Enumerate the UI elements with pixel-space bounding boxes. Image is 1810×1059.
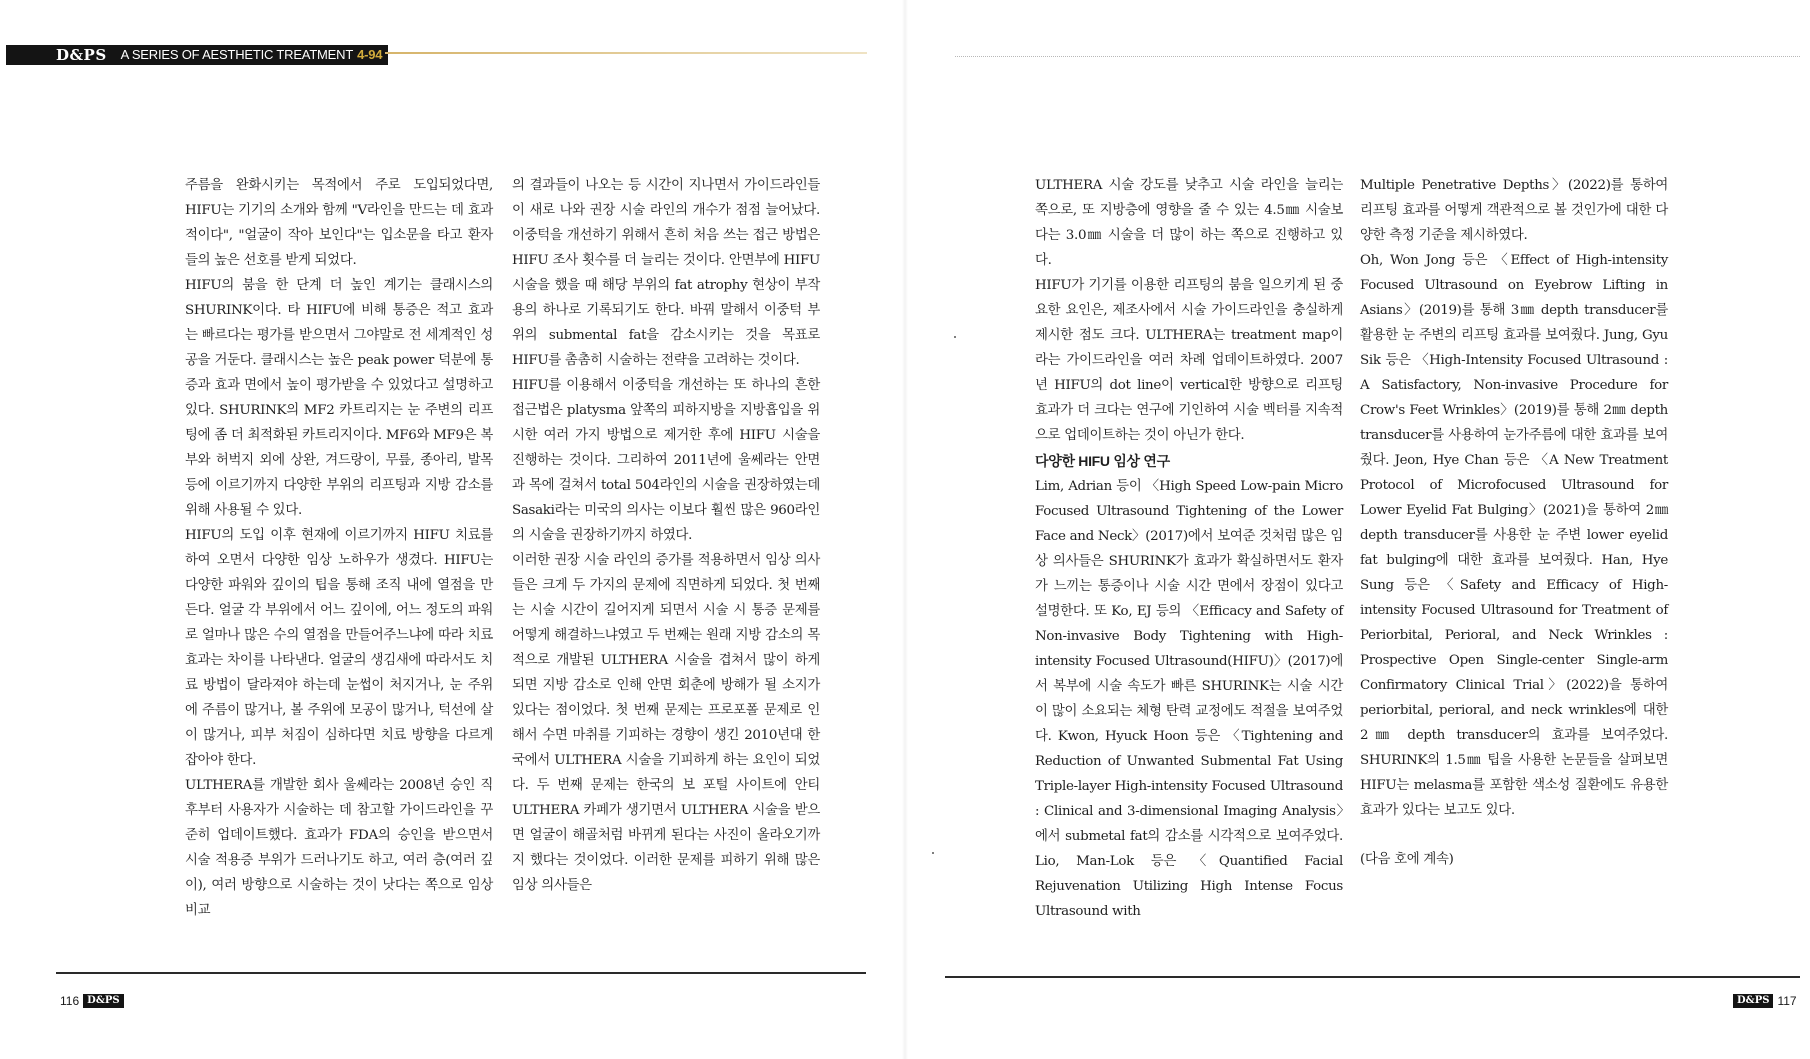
- paragraph: HIFU의 붐을 한 단계 더 높인 계기는 클래시스의 SHURINK이다. 타 HIFU에 비해 통증은 적고 효과는 빠르다는 평가를 받으면서 그야말로 전 세계적인 성공을 거둔다. 클래시스는 높은 peak power 덕분에 통증과 효과 면에서 높이 평가받을 수 있었다고 설명하고 있다. SHURINK의 MF2 카트리지는 눈 주변의 리프팅에 좀 더 최적화된 카트리지이다. MF6와 MF9은 복부와 허벅지 외에 상완, 겨드랑이, 무릎, 종아리, 발목 등에 이르기까지 다양한 부위의 리프팅과 지방 감소를 위해 사용될 수 있다.: [185, 278, 493, 518]
- paragraph: 이러한 권장 시술 라인의 증가를 적용하면서 임상 의사들은 크게 두 가지의 문제에 직면하게 되었다. 첫 번째는 시술 시간이 길어지게 되면서 시술 시 통증 문제를 어떻게 해결하느냐였고 두 번째는 원래 지방 감소의 목적으로 개발된 ULTHERA 시술을 겹쳐서 많이 하게 되면 지방 감소로 인해 안면 회춘에 방해가 될 소지가 있다는 점이었다. 첫 번째 문제는 프로포폴 문제로 인해서 수면 마취를 기피하는 경향이 생긴 2010년대 한국에서 ULTHERA 시술을 기피하게 하는 요인이 되었다. 두 번째 문제는 한국의 보 포털 사이트에 안티 ULTHERA 카페가 생기면서 ULTHERA 시술을 받으면 얼굴이 해골처럼 바뀌게 된다는 사진이 올라오기까지 했다는 것이었다. 이러한 문제를 피하기 위해 많은 임상 의사들은: [512, 553, 820, 893]
- right-page-column-2: [1360, 173, 1668, 872]
- footer-right: [1733, 994, 1797, 1008]
- paragraph: Multiple Penetrative Depths〉(2022)를 통하여 리프팅 효과를 어떻게 객관적으로 볼 것인가에 대한 다양한 측정 기준을 제시하였다.: [1360, 178, 1668, 243]
- paragraph: 주름을 완화시키는 목적에서 주로 도입되었다면, HIFU는 기기의 소개와 함께 "V라인을 만드는 데 효과적이다", "얼굴이 작아 보인다"는 입소문을 타고 환자들의 높은 선호를 받게 되었다.: [185, 178, 493, 268]
- footer-left: [60, 994, 124, 1008]
- page-number-left: 116: [60, 994, 80, 1008]
- scan-speck: [932, 852, 934, 854]
- footer-rule-right: [945, 976, 1800, 978]
- scan-speck: [954, 336, 956, 338]
- page-gutter: [902, 0, 908, 1059]
- header-rule-right: [955, 56, 1800, 58]
- section-heading: 다양한 HIFU 임상 연구: [1035, 453, 1170, 469]
- paragraph: ULTHERA를 개발한 회사 울쎄라는 2008년 승인 직후부터 사용자가 시술하는 데 참고할 가이드라인을 꾸준히 업데이트했다. 효과가 FDA의 승인을 받으면서 시술 적용증 부위가 드러나기도 하고, 여러 층(여러 깊이), 여러 방향으로 시술하는 것이 낫다는 쪽으로 임상 비교: [185, 778, 493, 918]
- paragraph: Oh, Won Jong 등은 〈Effect of High-intensity Focused Ultrasound on Eyebrow Lifting in Asians〉(2019)를 통해 3㎜ depth transducer를 활용한 눈 주변의 리프팅 효과를 보여줬다. Jung, Gyu Sik 등은 〈High-Intensity Focused Ultrasound : A Satisfactory, Non-invasive Procedure for Crow's Feet Wrinkles〉(2019)를 통해 2㎜ depth transducer를 사용하여 눈가주름에 대한 효과를 보여줬다. Jeon, Hye Chan 등은 〈A New Treatment Protocol of Microfocused Ultrasound for Lower Eyelid Fat Bulging〉(2021)을 통하여 2㎜ depth transducer를 사용한 눈 주변 lower eyelid fat bulging에 대한 효과를 보여줬다. Han, Hye Sung 등은 〈Safety and Efficacy of High-intensity Focused Ultrasound for Treatment of Periorbital, Perioral, and Neck Wrinkles : Prospective Open Single-center Single-arm Confirmatory Clinical Trial〉(2022)을 통하여 periorbital, perioral, and neck wrinkles에 대한 2㎜ depth transducer의 효과를 보여주었다. SHURINK의 1.5㎜ 팁을 사용한 논문들을 살펴보면 HIFU는 melasma를 포함한 색소성 질환에도 유용한 효과가 있다는 보고도 있다.: [1360, 253, 1668, 818]
- left-page-column-2: [512, 173, 820, 898]
- paragraph: HIFU를 이용해서 이중턱을 개선하는 또 하나의 흔한 접근법은 platysma 앞쪽의 피하지방을 지방흡입을 위시한 여러 가지 방법으로 제거한 후에 HIFU 시술을 진행하는 것이다. 그리하여 2011년에 울쎄라는 안면과 목에 걸쳐서 total 504라인의 시술을 권장하였는데 Sasaki라는 미국의 의사는 이보다 훨씬 많은 960라인의 시술을 권장하기까지 하였다.: [512, 378, 820, 543]
- footer-rule-left: [56, 972, 866, 974]
- footer-logo-left: D&PS: [83, 994, 123, 1008]
- left-page-column-1: [185, 173, 493, 923]
- paragraph: ULTHERA 시술 강도를 낮추고 시술 라인을 늘리는 쪽으로, 또 지방층에 영향을 줄 수 있는 4.5㎜ 시술보다는 3.0㎜ 시술을 더 많이 하는 쪽으로 진행하고 있다.: [1035, 178, 1343, 268]
- paragraph: HIFU가 기기를 이용한 리프팅의 붐을 일으키게 된 중요한 요인은, 제조사에서 시술 가이드라인을 충실하게 제시한 점도 크다. ULTHERA는 treatment map이라는 가이드라인을 여러 차례 업데이트하였다. 2007년 HIFU의 dot line이 vertical한 방향으로 리프팅 효과가 더 크다는 연구에 기인하여 시술 벡터를 지속적으로 업데이트하는 것이 아닌가 한다.: [1035, 278, 1343, 443]
- page-number-right: 117: [1777, 994, 1797, 1008]
- series-number: 4-94: [357, 47, 383, 62]
- header-logo: D&PS: [6, 45, 117, 65]
- running-header: [6, 45, 388, 65]
- continued-note: (다음 호에 계속): [1360, 852, 1454, 867]
- right-page-column-1: [1035, 173, 1343, 924]
- series-title: A SERIES OF AESTHETIC TREATMENT: [120, 47, 354, 62]
- series-title-block: [117, 45, 389, 65]
- paragraph: Lim, Adrian 등이 〈High Speed Low-pain Micro Focused Ultrasound Tightening of the Lower Face and Neck〉(2017)에서 보여준 것처럼 많은 임상 의사들은 SHURINK가 효과가 확실하면서도 환자가 느끼는 통증이나 시술 시간 면에서 장점이 있다고 설명한다. 또 Ko, EJ 등의 〈Efficacy and Safety of Non-invasive Body Tightening with High-intensity Focused Ultrasound(HIFU)〉(2017)에서 복부에 시술 속도가 빠른 SHURINK는 시술 시간이 많이 소요되는 체형 탄력 교정에도 적절을 보여주었다. Kwon, Hyuck Hoon 등은 〈Tightening and Reduction of Unwanted Submental Fat Using Triple-layer High-intensity Focused Ultrasound : Clinical and 3-dimensional Imaging Analysis〉에서 submetal fat의 감소를 시각적으로 보여주었다. Lio, Man-Lok 등은 〈Quantified Facial Rejuvenation Utilizing High Intense Focus Ultrasound with: [1035, 479, 1343, 919]
- footer-logo-right: D&PS: [1733, 994, 1773, 1008]
- paragraph: 의 결과들이 나오는 등 시간이 지나면서 가이드라인들이 새로 나와 권장 시술 라인의 개수가 점점 늘어났다. 이중턱을 개선하기 위해서 흔히 처음 쓰는 접근 방법은 HIFU 조사 횟수를 더 늘리는 것이다. 안면부에 HIFU 시술을 했을 때 해당 부위의 fat atrophy 현상이 부작용의 하나로 기록되기도 한다. 바꿔 말해서 이중턱 부위의 submental fat을 감소시키는 것을 목표로 HIFU를 촘촘히 시술하는 전략을 고려하는 것이다.: [512, 178, 820, 368]
- paragraph: HIFU의 도입 이후 현재에 이르기까지 HIFU 치료를 하여 오면서 다양한 임상 노하우가 생겼다. HIFU는 다양한 파워와 깊이의 팁을 통해 조직 내에 열점을 만든다. 얼굴 각 부위에서 어느 깊이에, 어느 정도의 파워로 얼마나 많은 수의 열점을 만들어주느냐에 따라 치료 효과는 차이를 나타낸다. 얼굴의 생김새에 따라서도 치료 방법이 달라져야 하는데 눈썹이 처지거나, 눈 주위에 주름이 많거나, 볼 주위에 모공이 많거나, 턱선에 살이 많거나, 피부 처짐이 심하다면 치료 방향을 다르게 잡아야 한다.: [185, 528, 493, 768]
- header-rule-left: [385, 52, 867, 54]
